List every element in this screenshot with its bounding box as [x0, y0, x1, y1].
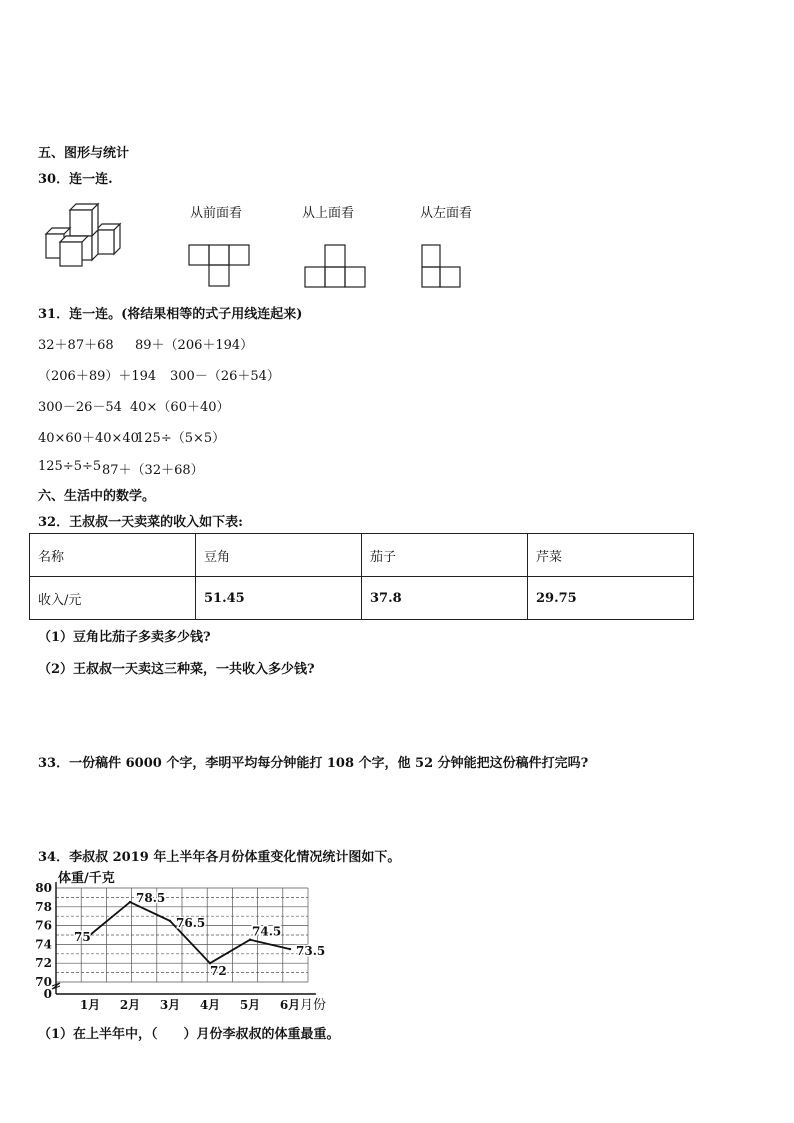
y-tick-label: 74: [35, 937, 52, 952]
y-tick-label: 80: [35, 881, 52, 895]
y-tick-label: 78: [35, 899, 52, 914]
section-6-heading: 六、生活中的数学。: [38, 489, 156, 504]
table-cell: 名称: [30, 534, 196, 577]
data-label: 76.5: [176, 915, 206, 930]
q31-left-expr-1: 32＋87＋68: [38, 338, 114, 353]
view-label-front: 从前面看: [190, 206, 243, 221]
view-label-left: 从左面看: [420, 206, 473, 221]
q32-sub2: （2）王叔叔一天卖这三种菜，一共收入多少钱?: [38, 662, 315, 677]
y-tick-label: 0: [43, 987, 52, 1001]
q31-left-expr-3: 300－26－54: [38, 400, 122, 415]
data-label: 78.5: [136, 891, 166, 906]
x-tick-label: 6月: [279, 998, 301, 1012]
x-axis-title: 月份: [300, 998, 327, 1013]
q31-right-expr-5: 87＋（32＋68）: [102, 463, 204, 478]
q31-right-expr-1: 89＋（206＋194）: [135, 338, 254, 353]
y-tick-label: 70: [35, 975, 52, 989]
y-tick-label: 76: [35, 918, 52, 933]
data-point: [129, 901, 131, 903]
top-view-shape: [304, 244, 370, 290]
x-tick-label: 1月: [79, 998, 101, 1012]
data-label: 73.5: [296, 944, 326, 959]
x-tick-labels: [80, 998, 300, 1012]
block-figure: [44, 200, 124, 268]
q31-right-expr-2: 300－（26＋54）: [170, 369, 280, 384]
view-label-top: 从上面看: [302, 206, 355, 221]
q31-right-expr-4: 125÷（5×5）: [136, 431, 226, 446]
q32-sub1: （1）豆角比茄子多卖多少钱?: [38, 630, 211, 645]
x-tick-label: 4月: [199, 998, 221, 1012]
data-point: [169, 920, 171, 922]
q31-right-expr-3: 40×（60＋40）: [130, 400, 230, 415]
x-tick-label: 5月: [239, 998, 261, 1012]
x-tick-label: 3月: [159, 998, 181, 1012]
y-tick-labels: [35, 881, 52, 1001]
q31-title: 31．连一连。(将结果相等的式子用线连起来): [38, 307, 303, 322]
data-label: 74.5: [252, 924, 282, 939]
left-view-shape: [420, 244, 466, 290]
table-cell: 茄子: [362, 534, 528, 577]
y-axis-title: 体重/千克: [58, 871, 115, 886]
section-5-heading: 五、图形与统计: [38, 146, 130, 161]
y-tick-label: 72: [35, 956, 52, 971]
front-view-shape: [188, 244, 254, 288]
q33-title: 33．一份稿件 6000 个字，李明平均每分钟能打 108 个字，他 52 分钟能把这份稿件打完吗?: [38, 756, 589, 771]
q30-title: 30．连一连.: [38, 172, 113, 187]
table-cell: 芹菜: [528, 534, 694, 577]
q32-title: 32．王叔叔一天卖菜的收入如下表:: [38, 515, 243, 530]
x-tick-label: 2月: [119, 998, 141, 1012]
table-cell: 29.75: [528, 577, 694, 620]
data-label: 75: [74, 930, 91, 944]
q34-title: 34．李叔叔 2019 年上半年各月份体重变化情况统计图如下。: [38, 850, 401, 865]
q31-left-expr-4: 40×60＋40×40: [38, 431, 139, 446]
q34-sub1: （1）在上半年中，（ ）月份李叔叔的体重最重。: [38, 1027, 340, 1042]
data-label: 72: [210, 964, 227, 979]
table-cell: 51.45: [196, 577, 362, 620]
table-cell: 37.8: [362, 577, 528, 620]
income-table: [29, 533, 694, 620]
table-cell: 豆角: [196, 534, 362, 577]
q31-left-expr-2: （206＋89）＋194: [38, 369, 157, 384]
q31-left-expr-5: 125÷5÷5: [38, 459, 102, 474]
table-row: [30, 577, 694, 620]
table-cell: 收入/元: [30, 577, 196, 620]
weight-line-chart: [30, 866, 340, 1016]
table-header-row: [30, 534, 694, 577]
data-point: [249, 939, 251, 941]
data-point: [289, 948, 291, 950]
